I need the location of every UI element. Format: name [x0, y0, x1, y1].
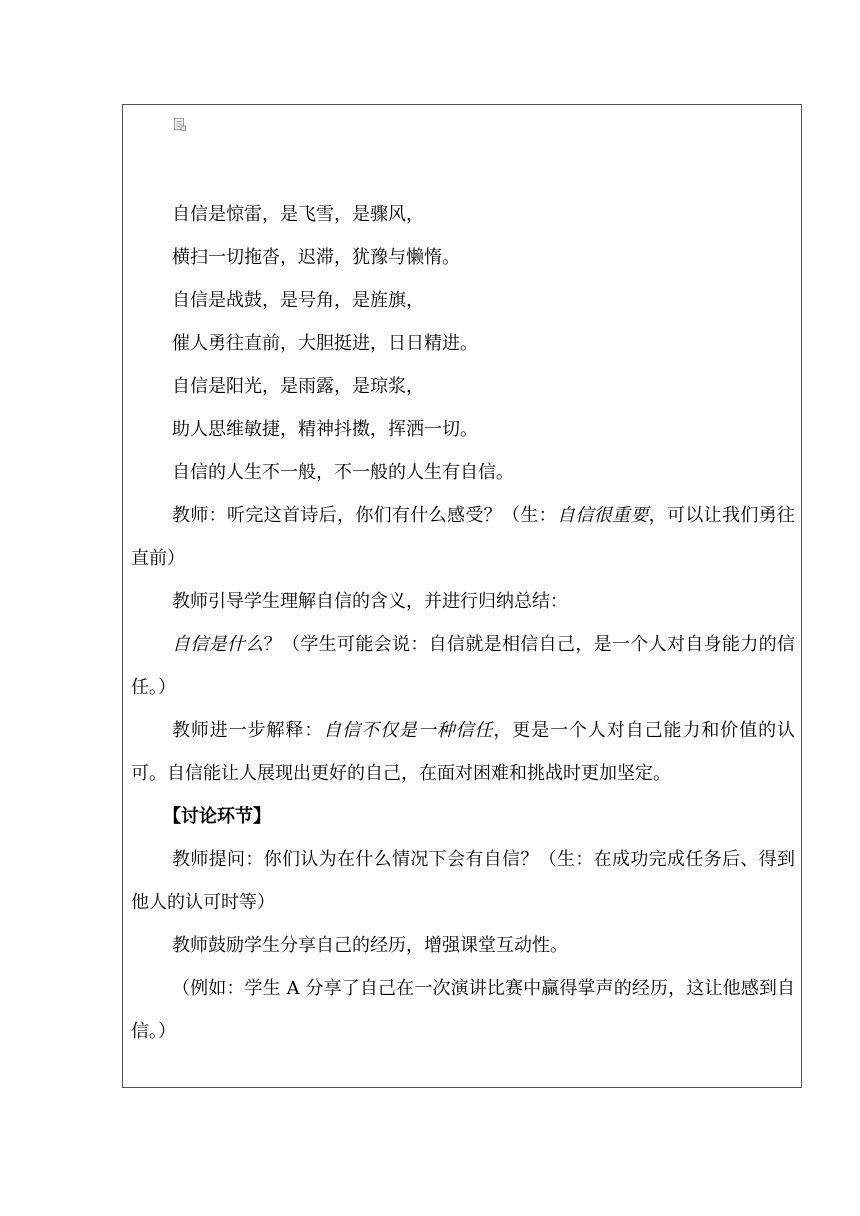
poem-line: 自信是战鼓，是号角，是旌旗，: [172, 290, 424, 311]
paragraph-text: ，更是一个人对自己能力和价值的认可。自信能让人展现出更好的自己，在面对困难和挑战时更加坚定。: [131, 720, 795, 784]
poem-line: 助人思维敏捷，精神抖擞，挥洒一切。: [172, 419, 478, 440]
paragraph-text: 教师进一步解释：: [172, 720, 324, 741]
encouragement-paragraph: 教师鼓励学生分享自己的经历，增强课堂互动性。: [172, 935, 568, 956]
emphasis-text: 自信不仅是一种信任: [323, 720, 494, 741]
paragraph-text: ，可以让我们勇往直前）: [131, 505, 796, 569]
teacher-question-paragraph: [131, 494, 795, 580]
poem-line: 催人勇往直前，大胆挺进，日日精进。: [172, 333, 478, 354]
section-heading: 【讨论环节】: [163, 806, 271, 827]
emphasis-text: 自信是什么: [172, 634, 264, 655]
example-paragraph: （例如：学生 A 分享了自己在一次演讲比赛中赢得掌声的经历，这让他感到自信。）: [131, 978, 795, 1042]
emphasis-text: 自信很重要: [557, 505, 649, 526]
paragraph-text: ？（学生可能会说：自信就是相信自己，是一个人对自身能力的信任。）: [131, 634, 796, 698]
paragraph-text: 教师：听完这首诗后，你们有什么感受？（生：: [172, 505, 557, 526]
discussion-question-paragraph: 教师提问：你们认为在什么情况下会有自信？（生：在成功完成任务后、得到他人的认可时等）: [131, 849, 795, 913]
guidance-paragraph: 教师引导学生理解自信的含义，并进行归纳总结：: [172, 591, 568, 612]
poem-line: 自信是阳光，是雨露，是琼浆，: [172, 376, 424, 397]
document-body: [131, 193, 795, 1053]
poem-line: 自信是惊雷，是飞雪，是骤风，: [172, 204, 424, 225]
definition-paragraph: [131, 623, 795, 709]
explanation-paragraph: [131, 709, 795, 795]
poem-line: 自信的人生不一般，不一般的人生有自信。: [172, 462, 514, 483]
document-icon: [174, 118, 186, 131]
content-frame: [122, 104, 802, 1088]
poem-line: 横扫一切拖沓，迟滞，犹豫与懒惰。: [172, 247, 460, 268]
